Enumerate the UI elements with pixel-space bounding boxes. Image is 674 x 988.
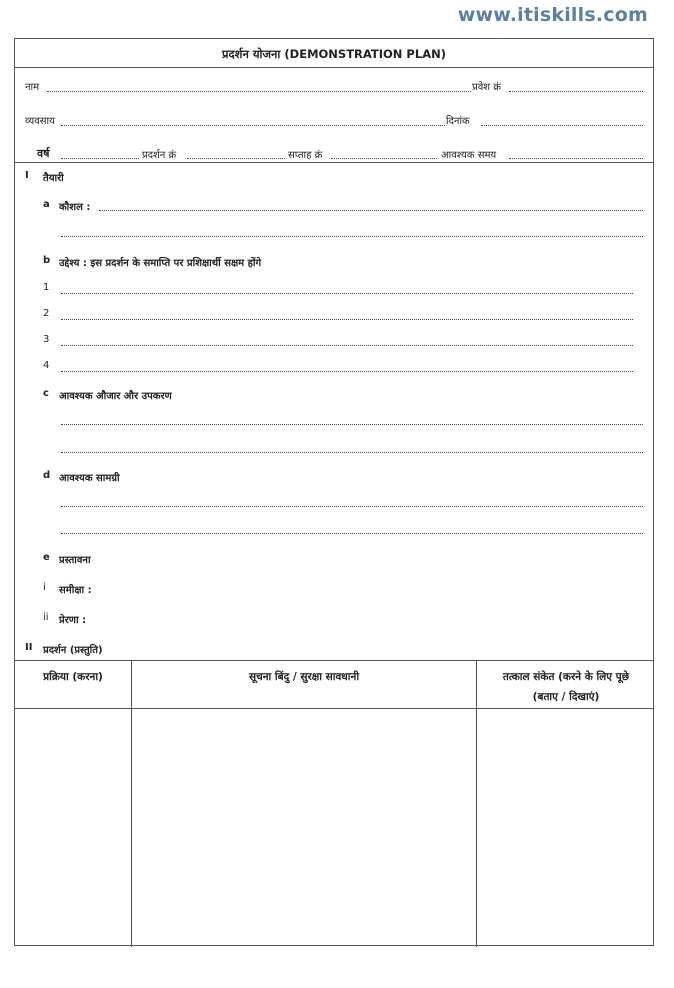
divider bbox=[15, 67, 653, 68]
materials-field-1[interactable] bbox=[61, 506, 643, 507]
skill-field-line-2[interactable] bbox=[61, 236, 643, 237]
instant-cue-column-header: तत्काल संकेत (करने के लिए पूछे (बताए / दिखाएं) bbox=[502, 671, 630, 703]
skill-field[interactable] bbox=[99, 210, 643, 211]
item-i-numeral: i bbox=[43, 582, 46, 593]
objective-field-1[interactable] bbox=[61, 293, 633, 294]
objective-field-3[interactable] bbox=[61, 345, 633, 346]
time-required-label: आवश्यक समय bbox=[441, 150, 497, 161]
tools-label: आवश्यक औजार और उपकरण bbox=[59, 391, 172, 402]
item-c-letter: c bbox=[43, 388, 49, 399]
demo-no-field[interactable] bbox=[187, 158, 285, 159]
objective-number: 3 bbox=[43, 334, 50, 345]
watermark-text[interactable]: www.itiskills.com bbox=[457, 4, 648, 26]
form-title: प्रदर्शन योजना (DEMONSTRATION PLAN) bbox=[222, 47, 446, 61]
section-2-heading: प्रदर्शन (प्रस्तुति) bbox=[43, 645, 103, 656]
item-d-letter: d bbox=[43, 470, 51, 481]
key-points-column-header: सूचना बिंदु / सुरक्षा सावधानी bbox=[248, 671, 360, 683]
motivation-label: प्रेरणा : bbox=[59, 615, 87, 626]
year-field[interactable] bbox=[61, 158, 139, 159]
admission-no-field[interactable] bbox=[509, 91, 643, 92]
name-field[interactable] bbox=[47, 91, 471, 92]
objective-label: उद्देश्य : इस प्रदर्शन के समाप्ति पर प्रशिक्षार्थी सक्षम होंगे bbox=[59, 258, 262, 269]
date-label: दिनांक bbox=[446, 116, 470, 127]
section-2-numeral: II bbox=[25, 642, 33, 653]
date-field[interactable] bbox=[481, 125, 643, 126]
objective-number: 4 bbox=[43, 360, 50, 371]
item-a-letter: a bbox=[43, 199, 50, 210]
skill-label: कौशल : bbox=[59, 202, 91, 213]
procedure-column-header: प्रक्रिया (करना) bbox=[43, 671, 103, 683]
tools-field-2[interactable] bbox=[61, 452, 643, 453]
item-ii-numeral: ii bbox=[43, 612, 49, 623]
divider bbox=[15, 162, 653, 163]
section-1-heading: तैयारी bbox=[43, 173, 64, 184]
section-1-numeral: I bbox=[25, 170, 29, 181]
objective-field-2[interactable] bbox=[61, 319, 633, 320]
materials-label: आवश्यक सामग्री bbox=[59, 473, 120, 484]
trade-field[interactable] bbox=[61, 125, 445, 126]
time-required-field[interactable] bbox=[509, 158, 643, 159]
tools-field-1[interactable] bbox=[61, 424, 643, 425]
demo-no-label: प्रदर्शन क्रं bbox=[142, 150, 177, 161]
objective-number: 1 bbox=[43, 282, 50, 293]
divider bbox=[15, 660, 653, 661]
item-e-letter: e bbox=[43, 552, 50, 563]
instant-cue-cell[interactable] bbox=[477, 709, 653, 945]
week-no-label: सप्ताह क्रं bbox=[288, 150, 323, 161]
item-b-letter: b bbox=[43, 255, 51, 266]
week-no-field[interactable] bbox=[331, 158, 437, 159]
year-label: वर्ष bbox=[37, 147, 50, 160]
trade-label: व्यवसाय bbox=[25, 116, 55, 127]
objective-number: 2 bbox=[43, 308, 50, 319]
procedure-cell[interactable] bbox=[15, 709, 131, 945]
introduction-label: प्रस्तावना bbox=[59, 555, 91, 566]
objective-field-4[interactable] bbox=[61, 371, 633, 372]
materials-field-2[interactable] bbox=[61, 533, 643, 534]
key-points-cell[interactable] bbox=[132, 709, 476, 945]
review-label: समीक्षा : bbox=[59, 585, 92, 596]
demonstration-plan-form bbox=[14, 38, 654, 946]
admission-no-label: प्रवेश क्रं bbox=[472, 82, 501, 93]
name-label: नाम bbox=[25, 82, 40, 93]
